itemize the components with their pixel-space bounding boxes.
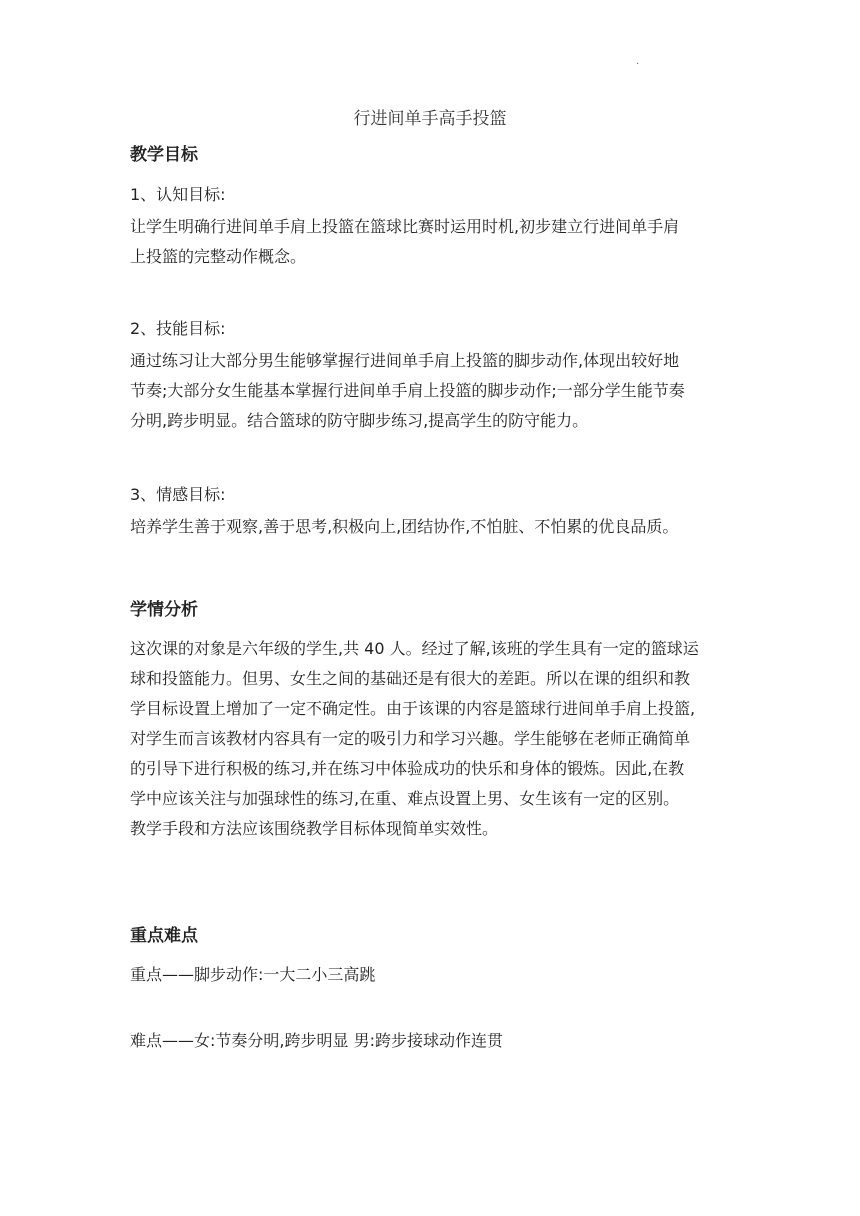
text-line: 通过练习让大部分男生能够掌握行进间单手肩上投篮的脚步动作,体现出较好地 (130, 351, 680, 370)
cognitive-objective-text (130, 212, 740, 272)
text-line: 上投篮的完整动作概念。 (130, 247, 307, 266)
section-heading-analysis: 学情分析 (130, 600, 198, 620)
text-line: 让学生明确行进间单手肩上投篮在篮球比赛时运用时机,初步建立行进间单手肩 (130, 217, 680, 236)
text-line: 节奏;大部分女生能基本掌握行进间单手肩上投篮的脚步动作;一部分学生能节奏 (130, 381, 685, 400)
text-line: 分明,跨步明显。结合篮球的防守脚步练习,提高学生的防守能力。 (130, 411, 589, 430)
cognitive-objective-label: 1、认知目标: (130, 185, 226, 204)
text-line: 球和投篮能力。但男、女生之间的基础还是有很大的差距。所以在课的组织和教 (130, 669, 691, 688)
analysis-text (130, 634, 740, 844)
text-line: 对学生而言该教材内容具有一定的吸引力和学习兴趣。学生能够在老师正确简单 (130, 729, 691, 748)
text-line: 学中应该关注与加强球性的练习,在重、难点设置上男、女生该有一定的区别。 (130, 789, 680, 808)
skill-objective-label: 2、技能目标: (130, 319, 226, 338)
section-heading-key-points: 重点难点 (130, 926, 198, 946)
affective-objective-label: 3、情感目标: (130, 485, 226, 504)
text-line: 学目标设置上增加了一定不确定性。由于该课的内容是篮球行进间单手肩上投篮, (130, 699, 696, 718)
difficult-point-text: 难点——女:节奏分明,跨步明显 男:跨步接球动作连贯 (130, 1031, 503, 1050)
text-line: 的引导下进行积极的练习,并在练习中体验成功的快乐和身体的锻炼。因此,在教 (130, 759, 685, 778)
text-line: 教学手段和方法应该围绕教学目标体现简单实效性。 (130, 819, 499, 838)
affective-objective-text (130, 512, 740, 542)
document-title: 行进间单手高手投篮 (353, 109, 507, 129)
text-line: 这次课的对象是六年级的学生,共 40 人。经过了解,该班的学生具有一定的篮球运 (130, 639, 699, 658)
section-heading-objectives: 教学目标 (130, 145, 198, 165)
text-line: 培养学生善于观察,善于思考,积极向上,团结协作,不怕脏、不怕累的优良品质。 (130, 517, 679, 536)
page-mark: . (636, 56, 640, 67)
skill-objective-text (130, 346, 740, 436)
key-point-text: 重点——脚步动作:一大二小三高跳 (130, 965, 376, 984)
